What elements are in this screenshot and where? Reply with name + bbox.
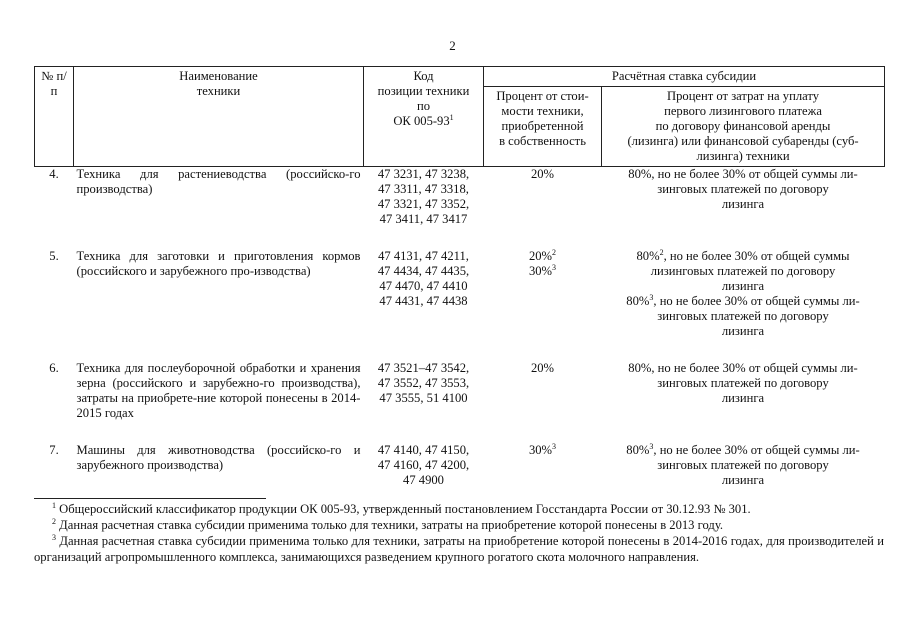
code-line: 47 4160, 47 4200, [377, 458, 470, 472]
code-line: 47 3411, 47 3417 [379, 212, 468, 226]
pct-own-value: 20% [530, 167, 555, 181]
row-name: Машины для животноводства (российско-го и зарубежного производства) [76, 443, 361, 472]
code-line: 47 3555, 51 4100 [379, 391, 468, 405]
code-line: 47 4140, 47 4150, [377, 443, 470, 457]
row-codes [364, 421, 484, 488]
code-line: 47 4434, 47 4435, [377, 264, 470, 278]
lease-rate-block [605, 294, 882, 339]
code-line: 47 3231, 47 3238, [377, 167, 470, 181]
lease-line: 80%$^3$, но не более 30% от общей суммы ли- [626, 292, 860, 308]
row-codes [364, 167, 484, 228]
lease-line: 80%$^3$, но не более 30% от общей суммы ли- [626, 441, 860, 457]
row-name: Техника для послеуборочной обработки и хранения зерна (российского и зарубежно-го производства), затраты на приобрете-ние которой понесены в 2014-2015 годах [76, 361, 361, 420]
lease-line: зинговых платежей по договору [657, 376, 829, 390]
table-row [35, 339, 885, 421]
code-line: 47 4900 [403, 473, 444, 487]
table-row [35, 227, 885, 339]
footnote-ref: 3 [649, 292, 654, 302]
row-pct-own [484, 167, 602, 228]
row-name: Техника для заготовки и приготовления кормов (российского и зарубежного про-изводства) [76, 249, 361, 278]
footnote-ref: 2 [552, 247, 557, 257]
code-line: 47 3311, 47 3318, [378, 182, 469, 196]
pct-own-value: 30%$^3$ [528, 441, 557, 457]
lease-line: 80%$^2$, но не более 30% от общей суммы [636, 247, 850, 263]
code-line: 47 4470, 47 4410 [379, 279, 468, 293]
row-pct-lease [602, 167, 885, 228]
header-num: № п/п [35, 67, 74, 167]
code-line: 47 3521–47 3542, [377, 361, 470, 375]
row-pct-own [484, 421, 602, 488]
row-pct-lease [602, 339, 885, 421]
page-number: 2 [449, 38, 456, 53]
code-line: 47 3552, 47 3553, [377, 376, 470, 390]
lease-line: зинговых платежей по договору [657, 309, 829, 323]
subsidy-rate-table [34, 66, 885, 488]
header-code: Код позиции техники по ОК $005-93^1$ [364, 67, 484, 167]
footnote-mark: 1 [52, 500, 56, 510]
row-name: Техника для растениеводства (российско-го производства) [76, 167, 361, 196]
footnote: $^2$ Данная расчетная ставка субсидии применима только для техники, затраты на приобретение которой понесены в 2013 году. [52, 516, 724, 532]
row-pct-lease [602, 227, 885, 339]
code-line: 47 4131, 47 4211, [378, 249, 469, 263]
lease-line: лизинга [721, 279, 765, 293]
lease-rate-block [605, 167, 882, 212]
pct-own-value: 20% [530, 361, 555, 375]
code-line: 47 3321, 47 3352, [377, 197, 470, 211]
row-pct-own [484, 227, 602, 339]
row-codes [364, 339, 484, 421]
lease-line: зинговых платежей по договору [657, 458, 829, 472]
row-pct-lease [602, 421, 885, 488]
header-pct-own: Процент от стои- мости техники, приобретенной в собственность [484, 87, 602, 167]
row-number: 7. [49, 443, 59, 457]
table-body [35, 167, 885, 489]
table-row [35, 167, 885, 228]
lease-rate-block [605, 361, 882, 406]
footnote-mark: 2 [52, 516, 56, 526]
footnote-ref: 3 [552, 441, 557, 451]
lease-line: лизинга [721, 391, 765, 405]
table-row [35, 421, 885, 488]
footnote-ref: 3 [649, 441, 654, 451]
row-codes [364, 227, 484, 339]
footnotes [34, 498, 884, 565]
row-pct-own [484, 339, 602, 421]
row-number: 5. [49, 249, 59, 263]
footnote-ref: 2 [659, 247, 664, 257]
footnote-mark: 3 [52, 532, 56, 542]
header-pct-lease: Процент от затрат на уплату первого лизингового платежа по договору финансовой аренды (лизинга) или финансовой субаренды (суб- лизинга) техники [602, 87, 885, 167]
footnote: $^3$ Данная расчетная ставка субсидии применима только для техники, затраты на приобретение которой понесены в 2014-2016 годах, для производителей и организаций агропромышленного комплекса, занимающихся разведением крупного рогатого скота молочного направления. [34, 532, 884, 564]
lease-line: 80%, но не более 30% от общей суммы ли- [628, 361, 858, 375]
lease-line: лизинга [721, 197, 765, 211]
lease-line: лизинга [721, 324, 765, 338]
row-number: 4. [49, 167, 59, 181]
pct-own-value: 20%$^2$ [528, 247, 557, 263]
pct-own-value: 30%$^3$ [528, 262, 557, 278]
footnote-ref: 3 [552, 262, 557, 272]
header-name: Наименование техники [74, 67, 364, 167]
lease-line: лизинговых платежей по договору [650, 264, 836, 278]
lease-line: лизинга [721, 473, 765, 487]
row-number: 6. [49, 361, 59, 375]
lease-line: зинговых платежей по договору [657, 182, 829, 196]
code-line: 47 4431, 47 4438 [379, 294, 468, 308]
header-rate-group: Расчётная ставка субсидии [484, 67, 885, 87]
footnote-divider [34, 498, 266, 499]
lease-rate-block [605, 443, 882, 488]
lease-rate-block [605, 249, 882, 294]
lease-line: 80%, но не более 30% от общей суммы ли- [628, 167, 858, 181]
footnote: $^1$ Общероссийский классификатор продукции ОК 005-93, утвержденный постановлением Госстандарта России от 30.12.93 № 301. [52, 500, 751, 516]
